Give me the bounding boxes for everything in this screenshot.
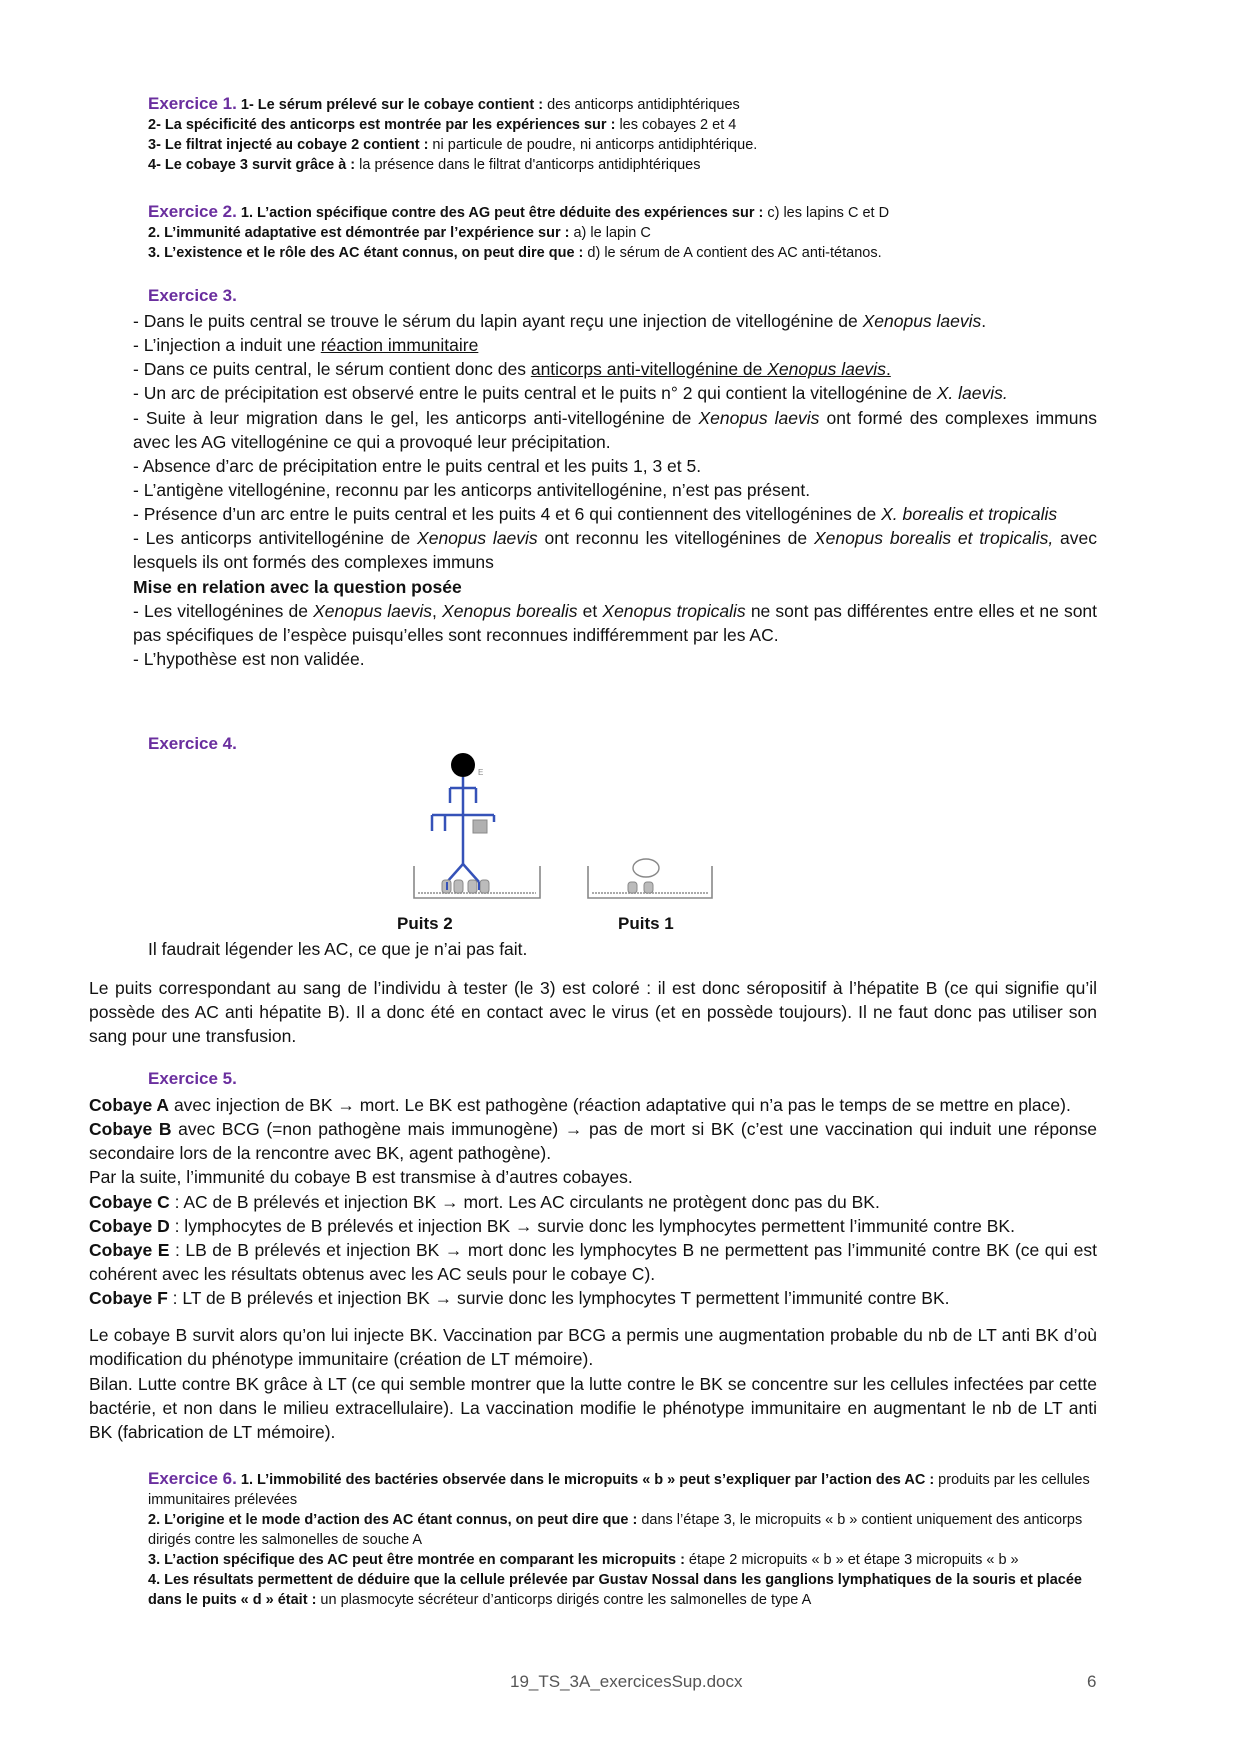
- exercise-2-label: Exercice 2.: [148, 202, 237, 221]
- page-number: 6: [1087, 1672, 1097, 1691]
- exercise-3-label: Exercice 3.: [148, 286, 237, 305]
- elisa-diagram: [410, 748, 730, 908]
- well-1-icon: [588, 859, 712, 898]
- well-2-icon: [414, 866, 540, 898]
- exercise-4-label: Exercice 4.: [148, 734, 237, 753]
- exercise-1: Exercice 1. 1- Le sérum prélevé sur le cobaye contient : des anticorps antidiphtériques 2- La spécificité des anticorps est montrée par les expériences sur : les cobayes 2 et 4 3- Le filtrat injecté au cobaye 2 contient : ni particule de poudre, ni anticorps antidiphtérique. 4- Le cobaye 3 survit grâce à : la présence dans le filtrat d'anticorps antidiphtériques: [148, 94, 758, 174]
- exercise-2: Exercice 2. 1. L’action spécifique contre des AG peut être déduite des expériences sur : c) les lapins C et D 2. L’immunité adaptative est démontrée par l’expérience sur : a) le lapin C 3. L’existence et le rôle des AC étant connus, on peut dire que : d) le sérum de A contient des AC anti-tétanos.: [148, 202, 890, 262]
- exercise-4-note: Il faudrait légender les AC, ce que je n’ai pas fait.: [148, 939, 528, 959]
- exercise-3-heading: Mise en relation avec la question posée: [133, 576, 462, 597]
- puits-1-label: Puits 1: [618, 914, 674, 933]
- exercise-4-paragraph: Le puits correspondant au sang de l’individu à tester (le 3) est coloré : il est donc séropositif à l’hépatite B (ce qui signifie qu’il possède des AC anti hépatite B). Il a donc été en contact avec le virus (et en possède toujours). Il ne faut donc pas utiliser son sang pour une transfusion.: [89, 978, 1097, 1047]
- antigen-oval-icon: [633, 859, 659, 877]
- exercise-1-label: Exercice 1.: [148, 94, 237, 113]
- antigen-square-icon: [473, 820, 487, 833]
- enzyme-icon: [451, 753, 475, 777]
- exercise-3-body: - Dans le puits central se trouve le sérum du lapin ayant reçu une injection de vitellogénine de Xenopus laevis. - L’injection a induit une réaction immunitaire - Dans ce puits central, le sérum contient donc des anticorps anti-vitellogénine de Xenopus laevis. - Un arc de précipitation est observé entre le puits central et le puits n° 2 qui contient la vitellogénine de X. laevis. - Suite à leur migration dans le gel, les anticorps anti-vitellogénine de Xenopus laevis ont formé des complexes immuns avec les AG vitellogénine ce qui a provoqué leur précipitation. - Absence d’arc de précipitation entre le puits central et les puits 1, 3 et 5. - L’antigène vitellogénine, reconnu par les anticorps antivitellogénine, n’est pas présent. - Présence d’un arc entre le puits central et les puits 4 et 6 qui contiennent des vitellogénines de X. borealis et tropicalis - Les anticorps antivitellogénine de Xenopus laevis ont reconnu les vitellogénines de Xenopus borealis et tropicalis, avec lesquels ils ont formés des complexes immuns Mise en relation avec la question posée - Les vitellogénines de Xenopus laevis, Xenopus borealis et Xenopus tropicalis ne sont pas différentes entre elles et ne sont pas spécifiques de l’espèce puisqu’elles sont reconnues indifféremment par les AC. - L’hypothèse est non validée.: [133, 311, 1098, 669]
- puits-2-label: Puits 2: [397, 914, 453, 933]
- exercise-5-label: Exercice 5.: [148, 1069, 237, 1088]
- exercise-6: Exercice 6. 1. L’immobilité des bactéries observée dans le micropuits « b » peut s’expliquer par l’action des AC : produits par les cellules immunitaires prélevées 2. L’origine et le mode d’action des AC étant connus, on peut dire que : dans l’étape 3, le micropuits « b » contient uniquement des anticorps dirigés contre les salmonelles de souche A 3. L’action spécifique des AC peut être montrée en comparant les micropuits : étape 2 micropuits « b » et étape 3 micropuits « b » 4. Les résultats permettent de déduire que la cellule prélevée par Gustav Nossal dans les ganglions lymphatiques de la souris et placée dans le puits « d » était : un plasmocyte sécréteur d’anticorps dirigés contre les salmonelles de type A: [148, 1469, 1090, 1609]
- exercise-6-label: Exercice 6.: [148, 1469, 237, 1488]
- enzyme-letter: E: [478, 768, 484, 777]
- footer-filename: 19_TS_3A_exercicesSup.docx: [510, 1672, 743, 1691]
- exercise-5-body: Cobaye A avec injection de BK → mort. Le BK est pathogène (réaction adaptative qui n’a pas le temps de se mettre en place). Cobaye B avec BCG (=non pathogène mais immunogène) → pas de mort si BK (c’est une vaccination qui induit une réponse secondaire lors de la rencontre avec BK, agent pathogène). Par la suite, l’immunité du cobaye B est transmise à d’autres cobayes. Cobaye C : AC de B prélevés et injection BK → mort. Les AC circulants ne protègent donc pas du BK. Cobaye D : lymphocytes de B prélevés et injection BK → survie donc les lymphocytes permettent l’immunité contre BK. Cobaye E : LB de B prélevés et injection BK → mort donc les lymphocytes B ne permettent pas l’immunité contre BK (ce qui est cohérent avec les résultats obtenus avec les AC seuls pour le cobaye C). Cobaye F : LT de B prélevés et injection BK → survie donc les lymphocytes T permettent l’immunité contre BK. Le cobaye B survit alors qu’on lui injecte BK. Vaccination par BCG a permis une augmentation probable du nb de LT anti BK d’où modification du phénotype immunitaire (création de LT mémoire). Bilan. Lutte contre BK grâce à LT (ce qui semble montrer que la lutte contre le BK se concentre sur les cellules infectées par cette bactérie, et non dans le milieu extracellulaire). La vaccination modifie le phénotype immunitaire en augmentant le nb de LT anti BK (fabrication de LT mémoire).: [89, 1095, 1098, 1442]
